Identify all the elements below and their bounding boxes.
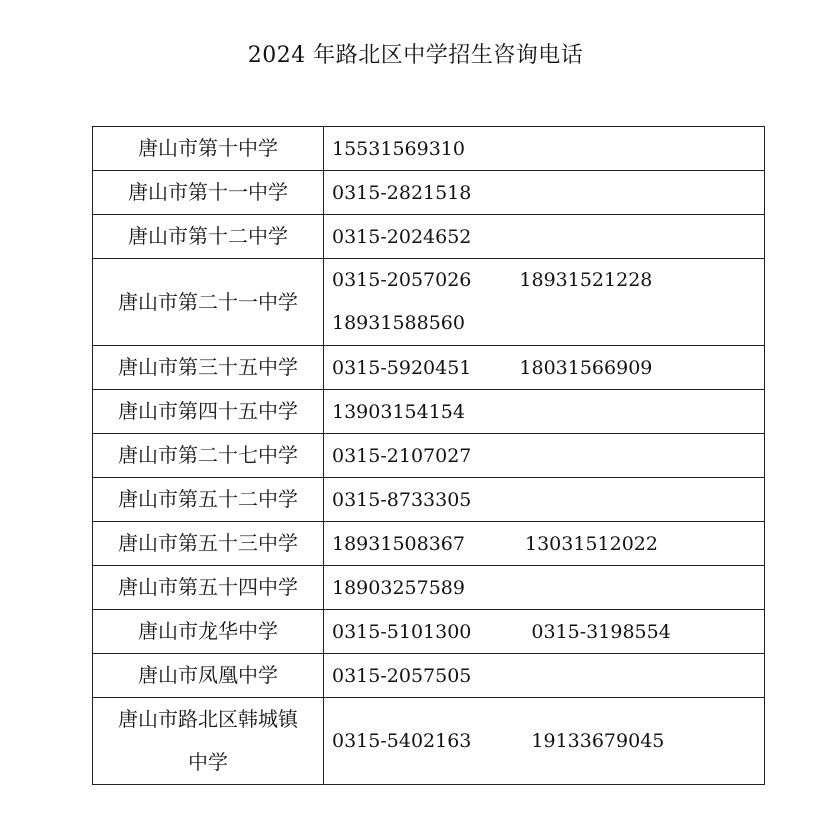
phone-number: 19133679045 [531, 730, 665, 752]
school-name: 唐山市第二十一中学 [93, 259, 324, 346]
school-name: 唐山市第五十三中学 [93, 522, 324, 566]
phone-number: 15531569310 [332, 137, 465, 160]
phone-number: 18931508367 [332, 532, 465, 555]
phone-cell [324, 127, 765, 171]
phone-number: 0315-2107027 [332, 444, 472, 467]
phone-number: 18931521228 [519, 269, 653, 291]
phone-number: 0315-5402163 [332, 730, 472, 752]
table-row [93, 478, 765, 522]
phone-number: 0315-2821518 [332, 181, 472, 204]
school-name: 唐山市第二十七中学 [93, 434, 324, 478]
table-row [93, 215, 765, 259]
school-name-line: 中学 [188, 750, 228, 774]
phone-number: 0315-2057505 [332, 664, 472, 687]
table-row [93, 566, 765, 610]
school-name: 唐山市第十二中学 [93, 215, 324, 259]
school-name: 唐山市第五十二中学 [93, 478, 324, 522]
phone-number: 0315-8733305 [332, 488, 472, 511]
page-title: 2024 年路北区中学招生咨询电话 [247, 43, 584, 68]
phone-number: 18931588560 [332, 312, 465, 334]
phone-cell [324, 390, 765, 434]
table-row [93, 346, 765, 390]
phone-number: 0315-3198554 [531, 620, 671, 643]
school-name: 唐山市第五十四中学 [93, 566, 324, 610]
phone-number: 13903154154 [332, 400, 465, 423]
table-row [93, 522, 765, 566]
school-name: 唐山市凤凰中学 [93, 654, 324, 698]
phone-number: 18903257589 [332, 576, 465, 599]
phone-cell [324, 215, 765, 259]
school-name-line: 唐山市路北区韩城镇 [118, 707, 298, 731]
school-name: 唐山市第十中学 [93, 127, 324, 171]
phone-cell [324, 698, 765, 785]
school-name: 唐山市第四十五中学 [93, 390, 324, 434]
phone-number: 0315-2024652 [332, 225, 472, 248]
phone-cell [324, 171, 765, 215]
table-row [93, 610, 765, 654]
table-row [93, 171, 765, 215]
phone-number: 0315-5920451 [332, 356, 472, 379]
phone-cell [324, 610, 765, 654]
school-name: 唐山市龙华中学 [93, 610, 324, 654]
phone-number: 0315-2057026 [332, 269, 472, 291]
phone-cell [324, 522, 765, 566]
school-name [93, 698, 324, 785]
table-row [93, 390, 765, 434]
table-row [93, 434, 765, 478]
phone-table [92, 126, 765, 785]
phone-cell [324, 654, 765, 698]
school-name: 唐山市第三十五中学 [93, 346, 324, 390]
table-row [93, 127, 765, 171]
phone-number: 0315-5101300 [332, 620, 472, 643]
phone-cell [324, 434, 765, 478]
school-name: 唐山市第十一中学 [93, 171, 324, 215]
phone-cell [324, 259, 765, 346]
phone-cell [324, 566, 765, 610]
table-row [93, 259, 765, 346]
phone-number: 18031566909 [519, 356, 653, 379]
table-row [93, 698, 765, 785]
phone-cell [324, 346, 765, 390]
phone-cell [324, 478, 765, 522]
table-row [93, 654, 765, 698]
phone-number: 13031512022 [524, 532, 658, 555]
